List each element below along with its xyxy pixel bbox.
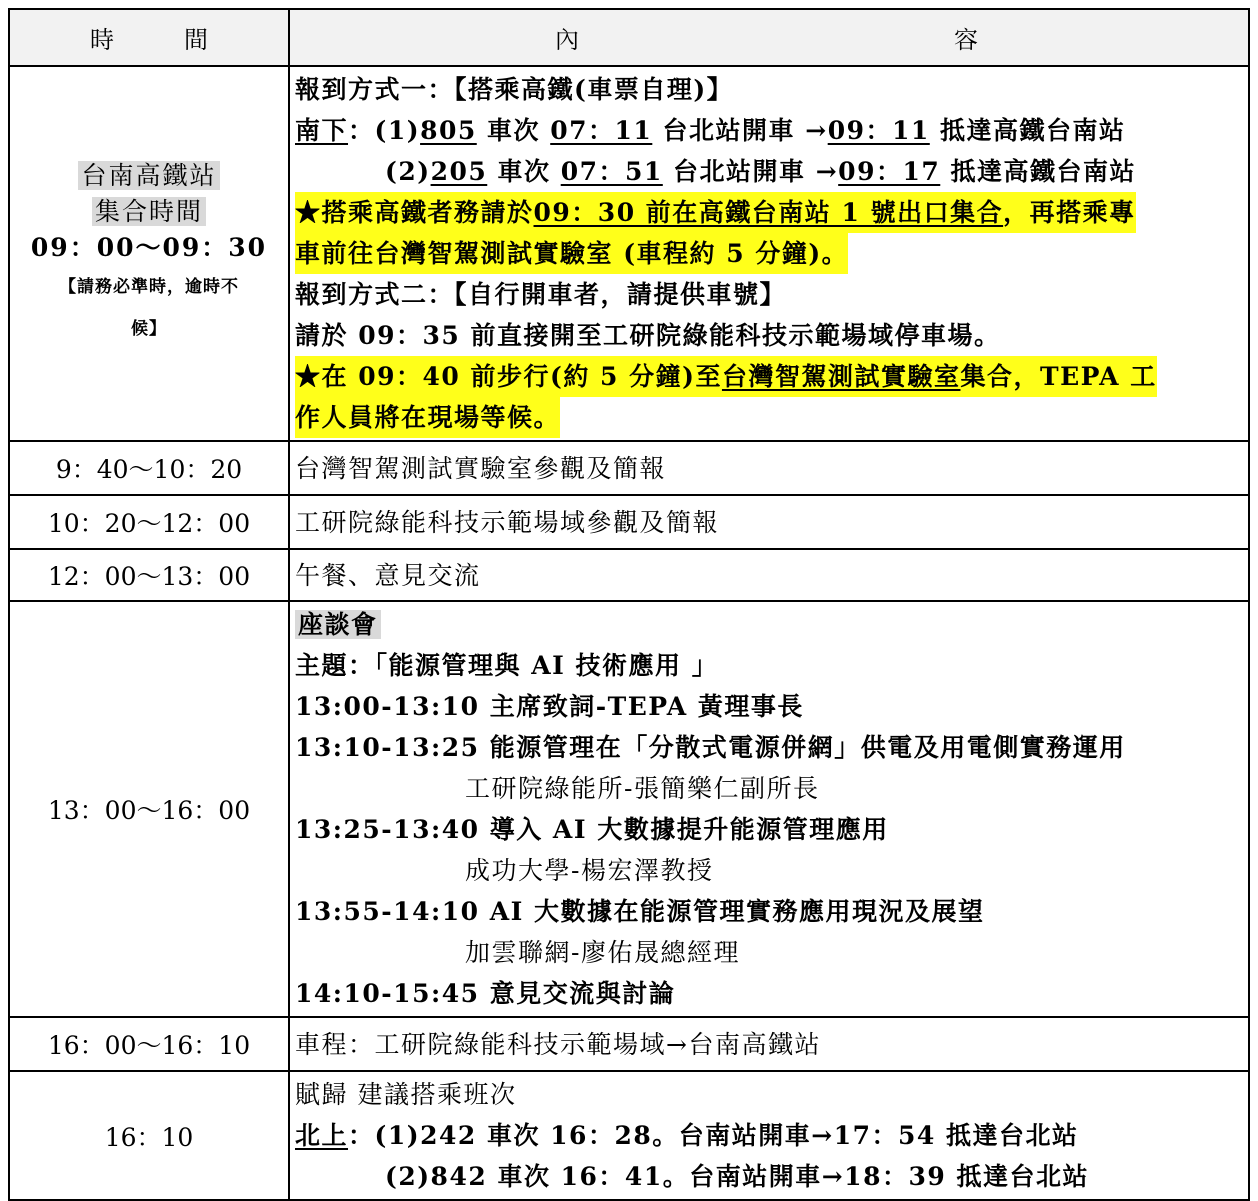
train-1-to: 抵達高鐵台南站	[940, 116, 1126, 145]
agenda-table	[8, 8, 1250, 1201]
row-content	[289, 495, 1249, 549]
row-time: 10：20～12：00	[9, 495, 289, 549]
train-line-2	[295, 151, 1244, 192]
highlight-1-b: ，再搭乘專	[1003, 198, 1136, 227]
train-1-prefix: ：(1)	[348, 116, 421, 145]
train-2-from: 台北站開車 →	[673, 157, 839, 186]
train-1-number: 805	[420, 116, 477, 145]
return-title: 賦歸 建議搭乘班次	[295, 1080, 517, 1109]
forum-theme: 主題：「能源管理與 AI 技術應用 」	[295, 651, 719, 680]
highlight-line-1	[295, 192, 1244, 233]
transfer-time: 16：00～16：10	[9, 1017, 289, 1071]
row-content-text: 午餐、意見交流	[295, 560, 481, 590]
meeting-time-cell	[9, 66, 289, 441]
report-way-2: 報到方式二：【自行開車者，請提供車號】	[295, 280, 787, 309]
forum-speaker: 成功大學-楊宏澤教授	[465, 856, 714, 885]
forum-item-text: 意見交流與討論	[489, 979, 676, 1008]
train-2-departure: 07：51	[560, 157, 663, 186]
time-header-char-2: 間	[184, 26, 208, 54]
highlight-1-a: ★搭乘高鐵者務請於	[295, 198, 534, 227]
table-row	[9, 495, 1249, 549]
row-content	[289, 441, 1249, 495]
highlight-line-4	[295, 397, 1244, 438]
forum-item-text: 導入 AI 大數據提升能源管理應用	[489, 815, 889, 844]
forum-item-time: 13:25-13:40	[295, 815, 480, 844]
forum-item	[295, 891, 1244, 932]
highlight-1-underline: 09：30 前在高鐵台南站 1 號出口集合	[533, 198, 1004, 227]
transfer-cell	[289, 1017, 1249, 1071]
meeting-note-line-2: 候】	[131, 318, 167, 339]
highlight-line-2	[295, 233, 1244, 274]
forum-title-text: 座談會	[295, 610, 381, 639]
forum-item	[295, 727, 1244, 768]
meeting-note-line-1: 【請務必準時，逾時不	[59, 276, 239, 297]
highlight-line-3	[295, 356, 1244, 397]
meeting-label: 集合時間	[92, 197, 206, 226]
meeting-station: 台南高鐵站	[78, 161, 219, 190]
forum-item-time: 14:10-15:45	[295, 979, 480, 1008]
report-way-1: 報到方式一：【搭乘高鐵(車票自理)】	[295, 75, 734, 104]
train-2-mid: 車次	[497, 157, 551, 186]
forum-cell	[289, 601, 1249, 1017]
table-row	[9, 1071, 1249, 1200]
row-content-text: 台灣智駕測試實驗室參觀及簡報	[295, 453, 667, 483]
north-label: 北上	[295, 1121, 349, 1150]
train-2-arrival: 09：17	[838, 157, 941, 186]
row-content	[289, 549, 1249, 601]
train-2-prefix: (2)	[385, 157, 431, 186]
transfer-text: 車程：工研院綠能科技示範場域→台南高鐵站	[295, 1029, 821, 1059]
train-2-to: 抵達高鐵台南站	[950, 157, 1136, 186]
return-line-1	[295, 1115, 1244, 1156]
report-way-2-detail: 請於 09：35 前直接開至工研院綠能科技示範場域停車場。	[295, 321, 1001, 350]
highlight-2-b: 集合，TEPA 工	[960, 362, 1157, 391]
content-header	[289, 9, 1249, 66]
forum-title	[295, 604, 1244, 645]
registration-cell	[289, 66, 1249, 441]
forum-speaker: 加雲聯網-廖佑晟總經理	[465, 938, 740, 967]
meeting-note	[10, 266, 288, 350]
forum-item-time: 13:00-13:10	[295, 692, 480, 721]
forum-item-time: 13:55-14:10	[295, 897, 480, 926]
row-content-text: 工研院綠能科技示範場域參觀及簡報	[295, 507, 720, 537]
time-header-char-1: 時	[90, 26, 114, 54]
forum-item	[295, 973, 1244, 1014]
train-1-departure: 07：11	[550, 116, 653, 145]
row-time: 9：40～10：20	[9, 441, 289, 495]
table-row	[9, 1017, 1249, 1071]
highlight-1-c: 車前往台灣智駕測試實驗室 (車程約 5 分鐘)。	[295, 233, 848, 274]
return-time: 16：10	[9, 1071, 289, 1200]
train-1-from: 台北站開車 →	[662, 116, 828, 145]
forum-item	[295, 686, 1244, 727]
content-header-char-1: 內	[555, 26, 579, 54]
table-row	[9, 601, 1249, 1017]
highlight-2-c: 作人員將在現場等候。	[295, 397, 560, 438]
train-1-arrival: 09：11	[827, 116, 930, 145]
meeting-time: 09：00～09：30	[30, 232, 268, 262]
forum-item-text: 主席致詞-TEPA 黃理事長	[489, 692, 804, 721]
header-row	[9, 9, 1249, 66]
south-label: 南下	[295, 116, 349, 145]
forum-item-text: 能源管理在「分散式電源併網」供電及用電側實務運用	[489, 733, 1126, 762]
table-row	[9, 66, 1249, 441]
train-line-1	[295, 110, 1244, 151]
forum-time: 13：00～16：00	[9, 601, 289, 1017]
return-train-1: ：(1)242 車次 16：28。台南站開車→17：54 抵達台北站	[348, 1121, 1079, 1150]
content-header-char-2: 容	[954, 26, 978, 54]
forum-speaker: 工研院綠能所-張簡樂仁副所長	[465, 774, 820, 803]
train-1-mid: 車次	[486, 116, 540, 145]
table-row	[9, 549, 1249, 601]
time-header	[9, 9, 289, 66]
table-row	[9, 441, 1249, 495]
forum-item-text: AI 大數據在能源管理實務應用現況及展望	[489, 897, 985, 926]
highlight-2-underline: 台灣智駕測試實驗室	[721, 362, 961, 391]
return-line-2: (2)842 車次 16：41。台南站開車→18：39 抵達台北站	[385, 1162, 1089, 1191]
return-cell	[289, 1071, 1249, 1200]
row-time: 12：00～13：00	[9, 549, 289, 601]
train-2-number: 205	[430, 157, 488, 186]
highlight-2-a: ★在 09：40 前步行(約 5 分鐘)至	[295, 362, 722, 391]
forum-item	[295, 809, 1244, 850]
forum-item-time: 13:10-13:25	[295, 733, 480, 762]
